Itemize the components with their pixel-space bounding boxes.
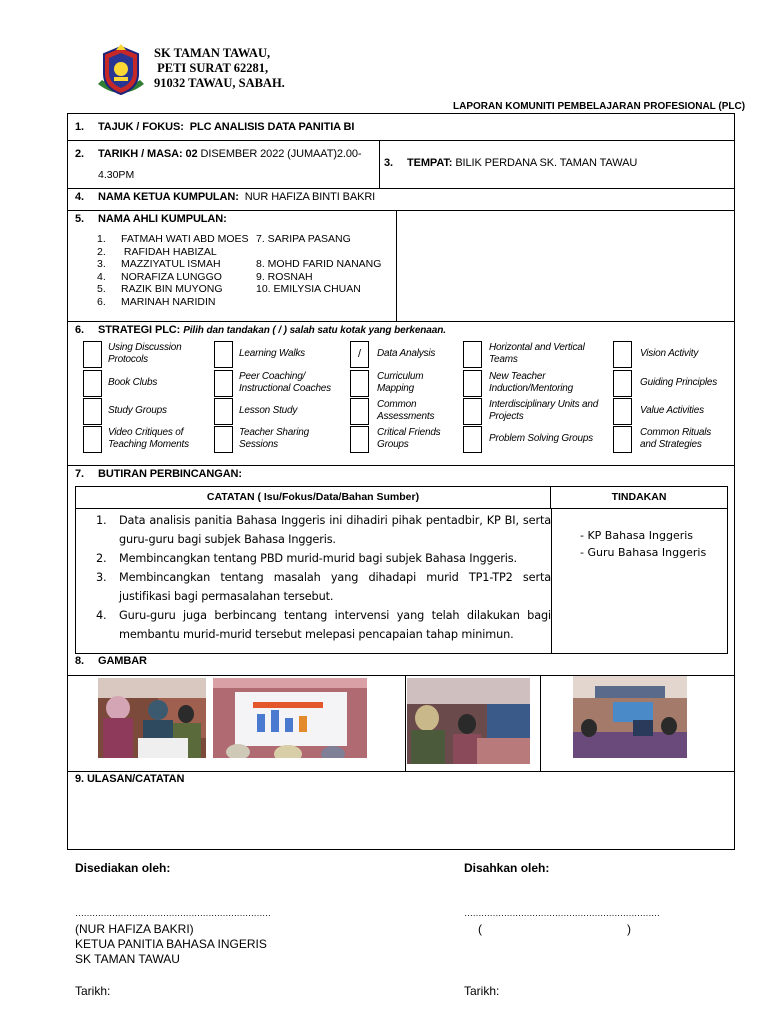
strategy-label-line: Protocols	[108, 354, 148, 365]
list-item: 1. FATMAH WATI ABD MOES	[97, 233, 249, 245]
meeting-photo-1	[98, 678, 206, 758]
strategy-label-line: Teams	[489, 354, 518, 365]
section-8-photos: 8. GAMBAR	[75, 655, 147, 667]
strategy-label-line: Common Rituals	[640, 427, 712, 438]
strategy-label-line: Data Analysis	[377, 348, 436, 359]
meeting-photo-3	[407, 678, 530, 764]
strategy-label	[108, 405, 167, 417]
strategy-checkbox[interactable]	[350, 426, 369, 453]
strategy-label-line: Critical Friends	[377, 427, 441, 438]
list-item: 4. NORAFIZA LUNGGO	[97, 270, 222, 283]
strategy-label-line: Guiding Principles	[640, 377, 717, 388]
section-1-topic: 1. TAJUK / FOKUS: PLC ANALISIS DATA PANITIA BI	[75, 121, 355, 133]
strategy-label	[489, 433, 593, 445]
strategy-checkbox[interactable]	[214, 370, 233, 397]
list-item	[256, 246, 381, 259]
strategy-label	[108, 342, 182, 366]
meeting-photo-4	[573, 676, 687, 758]
strategy-label	[489, 399, 598, 423]
strategy-checkbox[interactable]: /	[350, 341, 369, 368]
school-address-2: 91032 TAWAU, SABAH.	[154, 76, 285, 90]
strategy-checkbox[interactable]	[350, 398, 369, 425]
strategy-label-line: Projects	[489, 411, 524, 422]
strategy-label-line: Groups	[377, 439, 409, 450]
strategy-label-line: Value Activities	[640, 405, 704, 416]
list-item: 3. MAZZIYATUL ISMAH	[97, 258, 221, 271]
tindakan-header: TINDAKAN	[551, 487, 727, 509]
school-name: SK TAMAN TAWAU,	[154, 46, 271, 60]
time-value: 4.30PM	[98, 169, 135, 181]
section-4-leader: 4. NAMA KETUA KUMPULAN: NUR HAFIZA BINTI BAKRI	[75, 191, 376, 203]
list-item: 9. ROSNAH	[256, 270, 313, 283]
strategy-checkbox[interactable]	[463, 341, 482, 368]
strategy-label-line: Instructional Coaches	[239, 383, 331, 394]
strategy-label-line: Teacher Sharing	[239, 427, 310, 438]
list-item: 3. Membincangkan tentang masalah yang dihadapi murid TP1-TP2 serta justifikasi bagi permasalahan tersebut.	[96, 571, 551, 603]
prepared-name: (NUR HAFIZA BAKRI)	[75, 922, 194, 936]
strategy-label	[377, 348, 435, 360]
plc-form	[67, 113, 735, 850]
strategy-checkbox[interactable]	[613, 398, 632, 425]
prepared-school: SK TAMAN TAWAU	[75, 952, 180, 966]
strategy-checkbox[interactable]	[214, 341, 233, 368]
strategy-label	[108, 427, 189, 451]
strategy-label	[108, 377, 157, 389]
section-5-members: 5. NAMA AHLI KUMPULAN:	[75, 213, 227, 225]
school-header	[154, 46, 285, 91]
date-right-label: Tarikh:	[464, 984, 500, 998]
school-crest-logo	[94, 44, 148, 100]
strategy-label	[377, 371, 423, 395]
strategy-label-line: Common	[377, 399, 417, 410]
action-item: - KP Bahasa Inggeris	[580, 529, 694, 542]
strategy-label-line: Peer Coaching/	[239, 371, 306, 382]
list-item: 6. MARINAH NARIDIN	[97, 295, 216, 308]
strategy-label	[640, 427, 711, 451]
leader-value: NUR HAFIZA BINTI BAKRI	[244, 191, 376, 203]
section-6-strategy: 6. STRATEGI PLC: Pilih dan tandakan ( / ) salah satu kotak yang berkenaan.	[75, 324, 446, 336]
strategy-label-line: Learning Walks	[239, 348, 305, 359]
signature-line-left: ……………………………………………………………	[75, 908, 271, 918]
list-item: 2. Membincangkan tentang PBD murid-murid bagi subjek Bahasa Inggeris.	[96, 552, 517, 565]
strategy-label	[239, 405, 297, 417]
strategy-label-line: Book Clubs	[108, 377, 158, 388]
strategy-instruction: Pilih dan tandakan ( / ) salah satu kotak yang berkenaan.	[183, 325, 446, 336]
discussion-list	[96, 511, 551, 644]
strategy-label-line: and Strategies	[640, 439, 702, 450]
strategy-label-line: Using Discussion	[108, 342, 182, 353]
strategy-label-line: Teaching Moments	[108, 439, 189, 450]
section-3-venue: 3. TEMPAT: BILIK PERDANA SK. TAMAN TAWAU	[384, 157, 638, 169]
list-item: 7. SARIPA PASANG	[256, 233, 351, 245]
list-item: 5. RAZIK BIN MUYONG	[97, 283, 223, 296]
approved-name-open: (	[478, 922, 482, 936]
meeting-photo-2	[213, 678, 367, 758]
strategy-checkbox[interactable]	[214, 426, 233, 453]
strategy-label-line: New Teacher	[489, 371, 546, 382]
strategy-label	[377, 427, 440, 451]
strategy-label-line: Sessions	[239, 439, 278, 450]
strategy-checkbox[interactable]	[83, 341, 102, 368]
strategy-checkbox[interactable]	[350, 370, 369, 397]
list-item: 8. MOHD FARID NANANG	[256, 258, 382, 271]
section-9-remarks: 9. ULASAN/CATATAN	[75, 773, 185, 785]
venue-value: BILIK PERDANA SK. TAMAN TAWAU	[455, 157, 638, 169]
signature-line-right: ……………………………………………………………	[464, 908, 660, 918]
report-title: LAPORAN KOMUNITI PEMBELAJARAN PROFESIONAL (PLC)	[453, 101, 746, 112]
member-list-right	[256, 233, 381, 296]
strategy-label	[489, 342, 585, 366]
section-7-discussion: 7. BUTIRAN PERBINCANGAN:	[75, 468, 242, 480]
strategy-checkbox[interactable]	[613, 426, 632, 453]
catatan-header: CATATAN ( Isu/Fokus/Data/Bahan Sumber)	[76, 487, 551, 509]
date-value: DISEMBER 2022 (JUMAAT)2.00-	[200, 148, 362, 160]
strategy-label-line: Problem Solving Groups	[489, 433, 593, 444]
action-list	[580, 527, 706, 561]
strategy-label	[640, 377, 717, 389]
topic-value: PLC ANALISIS DATA PANITIA BI	[189, 121, 355, 133]
prepared-by-label: Disediakan oleh:	[75, 861, 171, 875]
member-list-left	[97, 233, 249, 309]
strategy-label	[377, 399, 434, 423]
approved-by-label: Disahkan oleh:	[464, 861, 550, 875]
strategy-label-line: Horizontal and Vertical	[489, 342, 585, 353]
strategy-checkbox[interactable]	[214, 398, 233, 425]
list-item: 1. Data analisis panitia Bahasa Inggeris ini dihadiri pihak pentadbir, KP BI, serta guru-guru bagi subjek Bahasa Inggeris.	[96, 514, 551, 546]
strategy-label-line: Curriculum	[377, 371, 424, 382]
strategy-label-line: Study Groups	[108, 405, 167, 416]
strategy-label	[239, 427, 309, 451]
strategy-label-line: Induction/Mentoring	[489, 383, 574, 394]
school-address-1: PETI SURAT 62281,	[154, 61, 269, 75]
strategy-label-line: Interdisciplinary Units and	[489, 399, 599, 410]
section-2-date: 2. TARIKH / MASA: 02 DISEMBER 2022 (JUMAAT)2.00-	[75, 148, 362, 160]
strategy-checkbox[interactable]	[83, 370, 102, 397]
list-item: 10. EMILYSIA CHUAN	[256, 283, 361, 296]
strategy-label-line: Video Critiques of	[108, 427, 184, 438]
strategy-checkbox[interactable]	[83, 426, 102, 453]
strategy-checkbox[interactable]	[463, 398, 482, 425]
strategy-label	[239, 371, 331, 395]
action-item: - Guru Bahasa Inggeris	[580, 546, 707, 559]
strategy-label	[489, 371, 573, 395]
strategy-label	[239, 348, 305, 360]
list-item: 2. RAFIDAH HABIZAL	[97, 245, 217, 258]
strategy-checkbox[interactable]	[463, 426, 482, 453]
strategy-label-line: Mapping	[377, 383, 414, 394]
strategy-checkbox[interactable]	[613, 341, 632, 368]
strategy-label	[640, 405, 704, 417]
strategy-checkbox[interactable]	[463, 370, 482, 397]
discussion-table	[75, 486, 728, 654]
strategy-label	[640, 348, 698, 360]
strategy-label-line: Assessments	[377, 411, 435, 422]
list-item: 4. Guru-guru juga berbincang tentang intervensi yang telah dilakukan bagi membantu murid-murid tersebut melepasi pencapaian tahap minimun.	[96, 609, 551, 641]
prepared-role: KETUA PANITIA BAHASA INGERIS	[75, 937, 267, 951]
strategy-label-line: Lesson Study	[239, 405, 298, 416]
strategy-checkbox[interactable]	[613, 370, 632, 397]
strategy-checkbox[interactable]	[83, 398, 102, 425]
strategy-label-line: Vision Activity	[640, 348, 699, 359]
approved-name-close: )	[627, 922, 631, 936]
date-left-label: Tarikh:	[75, 984, 111, 998]
